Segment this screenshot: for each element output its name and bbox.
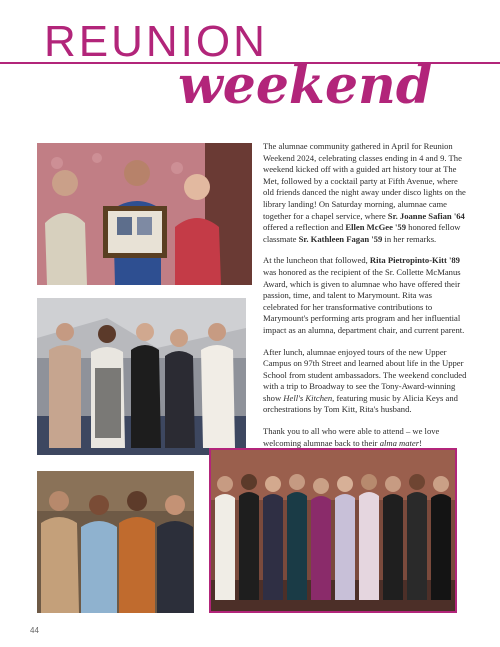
paragraph-3: After lunch, alumnae enjoyed tours of the new Upper Campus on 97th Street and learned about life in the Upper School from student ambassadors. The weekend concluded with a trip to Broadway to see the Tony-Award-winning show Hell's Kitchen, featuring music by Alicia Keys and orchestrations by Tom Kitt, Rita's husband. <box>263 346 467 415</box>
photo-group-staircase <box>37 298 246 455</box>
photo-four-alumnae <box>37 471 194 613</box>
photo-award-presentation <box>37 143 252 285</box>
title-reunion: REUNION <box>44 17 268 66</box>
paragraph-2: At the luncheon that followed, Rita Pietropinto-Kitt '89 was honored as the recipient of the Sr. Collette McManus Award, which is given to alumnae who have offered their passion, time, and talent to Marymount. Rita was celebrated for her transformative contributions to Marymount's performing arts program and her influential impact as an alumna, department chair, and current parent. <box>263 255 465 335</box>
paragraph-1: The alumnae community gathered in April for Reunion Weekend 2024, celebrating classes ending in 4 and 9. The weekend kicked off with a guided art history tour at The Met, followed by a cocktail party at Fifth Avenue, where old friends danced the night away under disco lights on the library landing! On Saturday morning, alumnae came together for a chapel service, where Sr. Joanne Safian '64 offered a reflection and Ellen McGee '59 honored fellow classmate Sr. Kathleen Fagan '59 in her remarks. <box>263 141 466 244</box>
title-weekend: weekend <box>178 55 433 116</box>
article-body <box>263 141 468 459</box>
photo-large-group <box>209 448 457 613</box>
page-number: 44 <box>30 626 39 635</box>
paragraph-4: Thank you to all who were able to attend – we love welcoming alumnae back to their alma mater! <box>263 426 440 448</box>
